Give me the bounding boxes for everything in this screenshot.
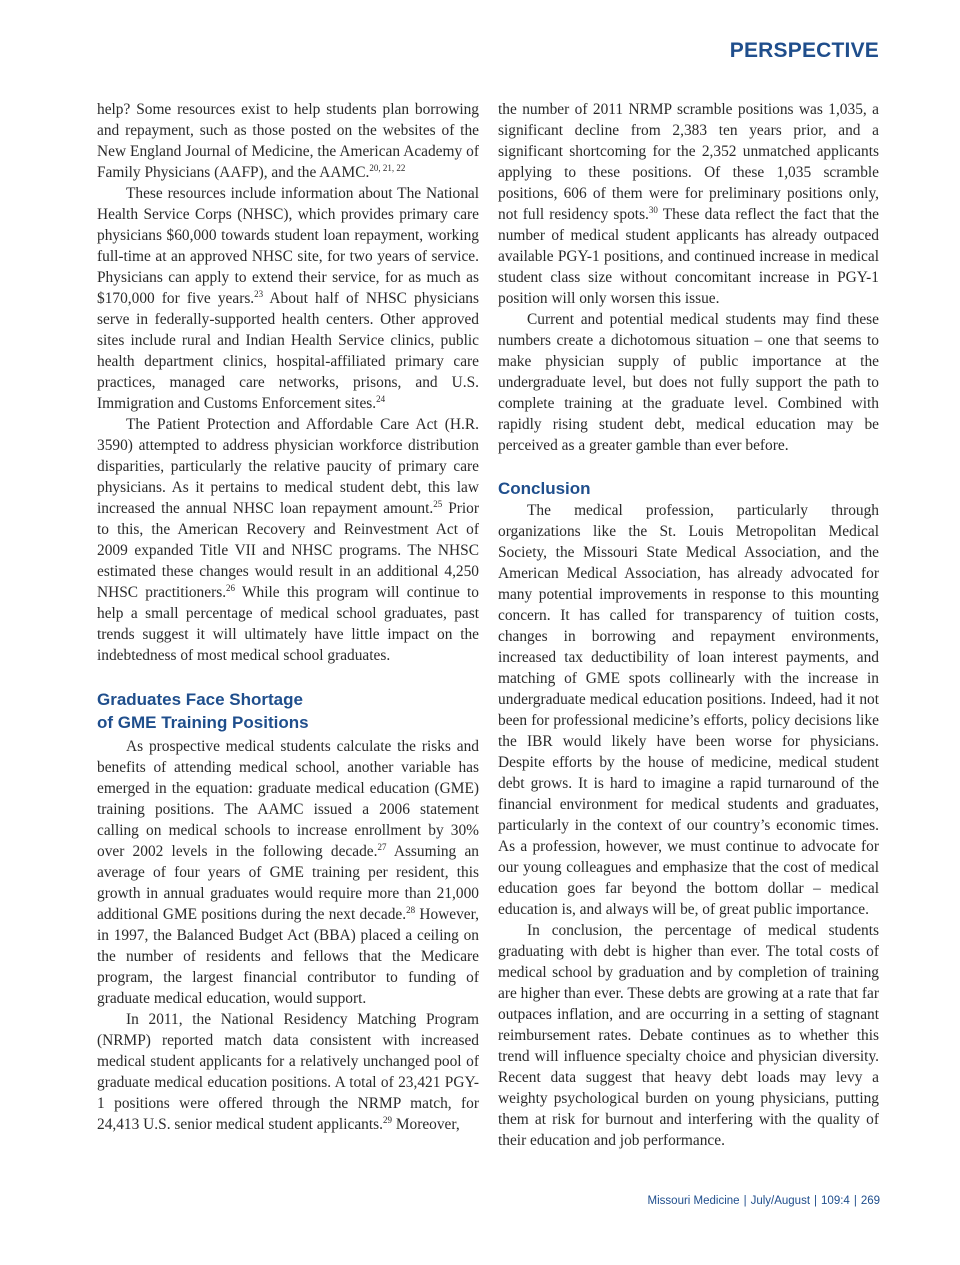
paragraph: In 2011, the National Residency Matching Program (NRMP) reported match data consistent with increased medical student applicants for a relatively unchanged pool of graduate medical education positions. A total of 23,421 PGY-1 positions were offered through the NRMP match, for 24,413 U.S. senior medical student applicants.$^{29}$ Moreover, [97, 1011, 479, 1133]
page-footer [648, 1195, 880, 1207]
paragraph: the number of 2011 NRMP scramble positions was 1,035, a significant decline from 2,383 ten years prior, and a significant shortcoming for the 2,352 unmatched applicants applying to these positions. Of these 1,035 scramble positions, 606 of them were for preliminary positions only, not full residency spots.$^{30}$ These data reflect the fact that the number of medical student applicants has already outpaced available PGY-1 positions, and continued increase in medical student class size without concomitant increase in PGY-1 position will only worsen this issue. [498, 101, 879, 307]
citation-ref[interactable]: 26 [226, 582, 236, 593]
citation-ref[interactable]: 27 [377, 841, 387, 852]
paragraph: The Patient Protection and Affordable Care Act (H.R. 3590) attempted to address physician workforce distribution disparities, particularly the relative paucity of primary care physicians. As it pertains to medical student debt, this law increased the annual NHSC loan repayment amount.$^{25}$ Prior to this, the American Recovery and Reinvestment Act of 2009 expanded Title VII and NHSC programs. The NHSC estimated these changes would result in an additional 4,250 NHSC practitioners.$^{26}$ While this program will continue to help a small percentage of medical school graduates, past trends suggest it will ultimately have little impact on the indebtedness of most medical school graduates. [97, 416, 479, 664]
citation-ref[interactable]: 25 [433, 498, 443, 509]
citation-ref[interactable]: 28 [406, 904, 416, 915]
section-heading-gme: Graduates Face Shortage of GME Training Positions [97, 690, 309, 732]
left-column [97, 99, 479, 1135]
page-number: 269 [860, 1195, 880, 1207]
section-label: PERSPECTIVE [729, 39, 879, 62]
volume-number: 109:4 [821, 1195, 850, 1207]
journal-name: Missouri Medicine [647, 1195, 740, 1207]
footer-separator: | [814, 1195, 818, 1207]
citation-ref[interactable]: 24 [376, 393, 386, 404]
citation-ref[interactable]: 20, 21, 22 [369, 162, 406, 173]
issue-date: July/August [750, 1195, 811, 1207]
paragraph: In conclusion, the percentage of medical students graduating with debt is higher than ever. The total costs of medical school by graduation and by completion of training are higher than ever. These debts are growing at a rate that far outpaces inflation, and are occurring in a setting of stagnant reimbursement rates. Debate continues as to whether this trend will influence specialty choice and physician diversity. Recent data suggest that heavy debt loads may levy a weighty psychological burden on young physicians, putting them at risk for burnout and interfering with the quality of their education and job performance. [498, 922, 879, 1149]
footer-separator: | [743, 1195, 747, 1207]
citation-ref[interactable]: 23 [254, 288, 264, 299]
paragraph: The medical profession, particularly through organizations like the St. Louis Metropolitan Medical Society, the Missouri State Medical Association, and the American Medical Association, has already advocated for many potential improvements in response to this mounting concern. It has called for transparency of tuition costs, changes in borrowing and repayment environments, increased tax deductibility of loan interest payments, and matching of GME spots collinearly with the increase in undergraduate medical education positions. Indeed, had it not been for professional medicine’s efforts, policy decisions like the IBR would likely have been worse for physicians. Despite efforts by the house of medicine, medical student debt grows. It is hard to imagine a rapid turnaround of the financial environment for medical students and graduates, particularly in the context of our country’s economic times. As a profession, however, we must continue to advocate for our young colleagues and emphasize that the cost of medical education goes far beyond the bottom dollar – medical education is, and always will be, of great public importance. [498, 502, 879, 918]
paragraph: Current and potential medical students may find these numbers create a dichotomous situation – one that seems to make physician supply of public importance at the undergraduate level, but does not fully support the path to complete training at the graduate level. Combined with rapidly rising student debt, medical education may be perceived as a greater gamble than ever before. [498, 311, 879, 454]
section-heading-conclusion: Conclusion [498, 479, 591, 498]
right-column [498, 99, 879, 1151]
citation-ref[interactable]: 30 [648, 204, 658, 215]
footer-separator: | [853, 1195, 857, 1207]
paragraph: As prospective medical students calculate the risks and benefits of attending medical school, another variable has emerged in the equation: graduate medical education (GME) training positions. The AAMC issued a 2006 statement calling on medical schools to increase enrollment by 30% over 2002 levels in the following decade.$^{27}$ Assuming an average of four years of GME training per resident, this growth in annual graduates would require more than 21,000 additional GME positions during the next decade.$^{28}$ However, in 1997, the Balanced Budget Act (BBA) placed a ceiling on the number of residents and fellows that the Medicare program, the largest financial contributor to funding of graduate medical education, would support. [97, 738, 479, 1007]
paragraph: help? Some resources exist to help students plan borrowing and repayment, such as those posted on the websites of the New England Journal of Medicine, the American Academy of Family Physicians (AAFP), and the AAMC.$^{20, 21, 22}$ [97, 101, 479, 181]
paragraph: These resources include information about The National Health Service Corps (NHSC), which provides primary care physicians $60,000 towards student loan repayment, working full-time at an approved NHSC site, for two years of service. Physicians can apply to extend their service, for as much as $170,000 for five years.$^{23}$ About half of NHSC physicians serve in federally-supported health centers. Other approved sites include rural and Indian Health Service clinics, public health department clinics, hospital-affiliated primary care practices, managed care networks, prisons, and U.S. Immigration and Customs Enforcement sites.$^{24}$ [97, 185, 479, 412]
citation-ref[interactable]: 29 [382, 1114, 392, 1125]
